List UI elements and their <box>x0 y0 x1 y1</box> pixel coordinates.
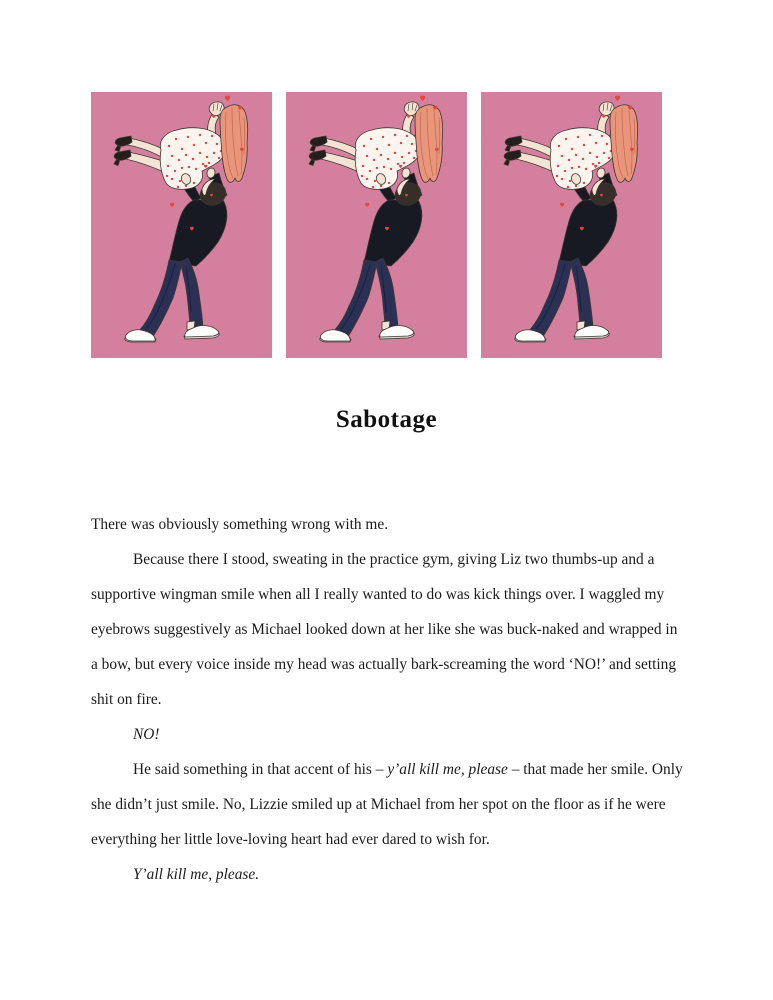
illustration-row <box>91 92 662 358</box>
story-text <box>91 507 683 892</box>
dancing-couple-illustration <box>286 92 467 358</box>
story-paragraph <box>91 542 683 717</box>
story-segment: – that made her smile. Only she didn’t just smile. No, Lizzie smiled up at Michael from her spot on the floor as if he were everything her little love-loving heart had ever dared to wish for. <box>91 761 683 848</box>
story-segment: He said something in that accent of his – <box>133 761 388 778</box>
story-paragraph <box>91 717 683 752</box>
illustration-card-1 <box>91 92 272 358</box>
chapter-title: Sabotage <box>335 406 438 433</box>
illustration-card-2 <box>286 92 467 358</box>
story-segment-italic: Y’all kill me, please. <box>133 866 260 883</box>
dancing-couple-illustration <box>481 92 662 358</box>
story-segment: Because there I stood, sweating in the practice gym, giving Liz two thumbs-up and a supportive wingman smile when all I really wanted to do was kick things over. I waggled my eyebrows suggestively as Michael looked down at her like she was buck-naked and wrapped in a bow, but every voice inside my head was actually bark-screaming the word ‘NO!’ and setting shit on fire. <box>91 551 678 708</box>
story-paragraph <box>91 857 683 892</box>
story-segment: There was obviously something wrong with me. <box>91 516 389 533</box>
dancing-couple-illustration <box>91 92 272 358</box>
story-paragraph <box>91 752 683 857</box>
story-segment-italic: NO! <box>133 726 160 743</box>
story-paragraph <box>91 507 683 542</box>
story-segment-italic: y’all kill me, please <box>387 761 508 778</box>
illustration-card-3 <box>481 92 662 358</box>
